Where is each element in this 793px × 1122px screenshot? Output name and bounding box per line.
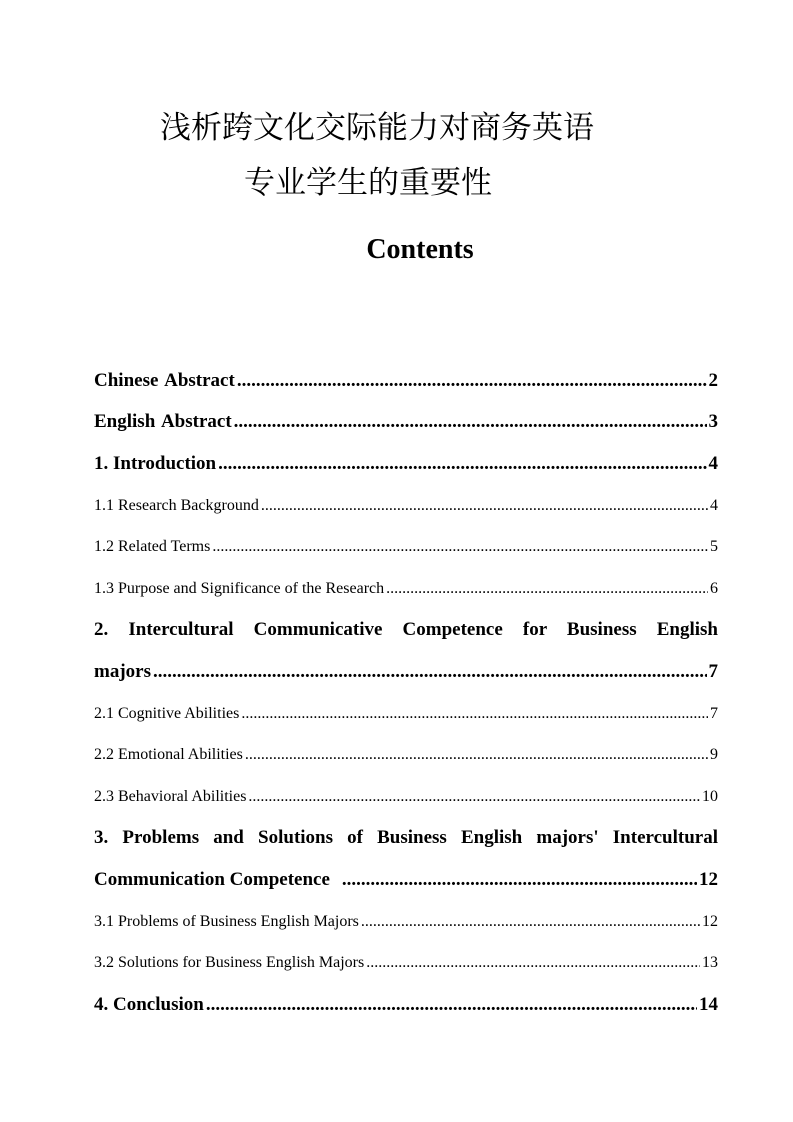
toc-entry-conclusion[interactable] [94, 984, 718, 1026]
toc-entry-label: 1.2 Related Terms [94, 538, 211, 556]
table-of-contents [94, 360, 718, 1026]
toc-page-number: 7 [708, 660, 718, 682]
toc-entry-label: 3.1 Problems of Business English Majors [94, 912, 359, 930]
toc-page-number: 5 [710, 538, 718, 556]
chinese-title-line-2: 专业学生的重要性 [244, 165, 492, 201]
toc-entry-label: majors [94, 660, 151, 682]
toc-dot-leader [206, 994, 697, 1016]
toc-dot-leader [261, 497, 708, 515]
toc-dot-leader [361, 913, 700, 931]
toc-page-number: 13 [702, 954, 718, 972]
toc-dot-leader [241, 705, 708, 723]
toc-page-number: 10 [702, 787, 718, 805]
toc-entry-chinese-abstract[interactable] [94, 360, 718, 402]
toc-entry-label: 3.2 Solutions for Business English Majors [94, 954, 365, 972]
toc-dot-leader [218, 453, 706, 475]
toc-dot-leader [237, 370, 707, 392]
toc-entry-label: Chinese Abstract [94, 369, 235, 391]
toc-page-number: 4 [708, 452, 718, 474]
toc-entry-intercultural-competence-line-1[interactable] [94, 610, 718, 652]
toc-dot-leader [234, 411, 707, 433]
toc-entry-label: English Abstract [94, 411, 232, 433]
toc-dot-leader [245, 746, 708, 764]
toc-entry-label: 2.3 Behavioral Abilities [94, 787, 247, 805]
toc-page-number: 7 [710, 704, 718, 722]
toc-entry-label: 1.1 Research Background [94, 496, 259, 514]
toc-dot-leader [386, 580, 708, 598]
toc-entry-research-background[interactable] [94, 485, 718, 527]
toc-entry-label: Communication Competence [94, 868, 330, 890]
toc-entry-label: 2. Intercultural Communicative Competence for Business English [94, 619, 718, 641]
toc-dot-leader [342, 869, 697, 891]
toc-page-number: 3 [708, 411, 718, 433]
chinese-title-line-1: 浅析跨文化交际能力对商务英语 [160, 110, 594, 146]
toc-page-number: 2 [708, 369, 718, 391]
toc-dot-leader [366, 954, 700, 972]
toc-dot-leader [153, 661, 707, 683]
toc-entry-english-abstract[interactable] [94, 402, 718, 444]
toc-entry-intercultural-competence-line-2[interactable] [94, 651, 718, 693]
toc-entry-label: 2.2 Emotional Abilities [94, 746, 243, 764]
toc-entry-emotional-abilities[interactable] [94, 734, 718, 776]
toc-entry-solutions-majors[interactable] [94, 942, 718, 984]
toc-entry-label: 1. Introduction [94, 452, 217, 474]
toc-entry-problems-majors[interactable] [94, 901, 718, 943]
toc-page-number: 6 [710, 579, 718, 597]
toc-entry-label: 4. Conclusion [94, 993, 204, 1015]
toc-page-number: 14 [699, 993, 718, 1015]
toc-dot-leader [248, 788, 700, 806]
toc-dot-leader [212, 538, 708, 556]
toc-entry-problems-solutions-line-1[interactable] [94, 818, 718, 860]
toc-entry-label: 2.1 Cognitive Abilities [94, 704, 240, 722]
toc-entry-related-terms[interactable] [94, 526, 718, 568]
toc-page-number: 9 [710, 746, 718, 764]
toc-entry-introduction[interactable] [94, 443, 718, 485]
toc-entry-problems-solutions-line-2[interactable] [94, 859, 718, 901]
toc-page-number: 4 [710, 496, 718, 514]
toc-page-number: 12 [699, 868, 718, 890]
toc-page-number: 12 [702, 912, 718, 930]
contents-heading: Contents [366, 234, 474, 265]
toc-entry-label: 3. Problems and Solutions of Business English majors' Intercultural [94, 827, 718, 849]
toc-entry-label: 1.3 Purpose and Significance of the Research [94, 579, 385, 597]
toc-entry-behavioral-abilities[interactable] [94, 776, 718, 818]
toc-entry-purpose-significance[interactable] [94, 568, 718, 610]
toc-entry-cognitive-abilities[interactable] [94, 693, 718, 735]
